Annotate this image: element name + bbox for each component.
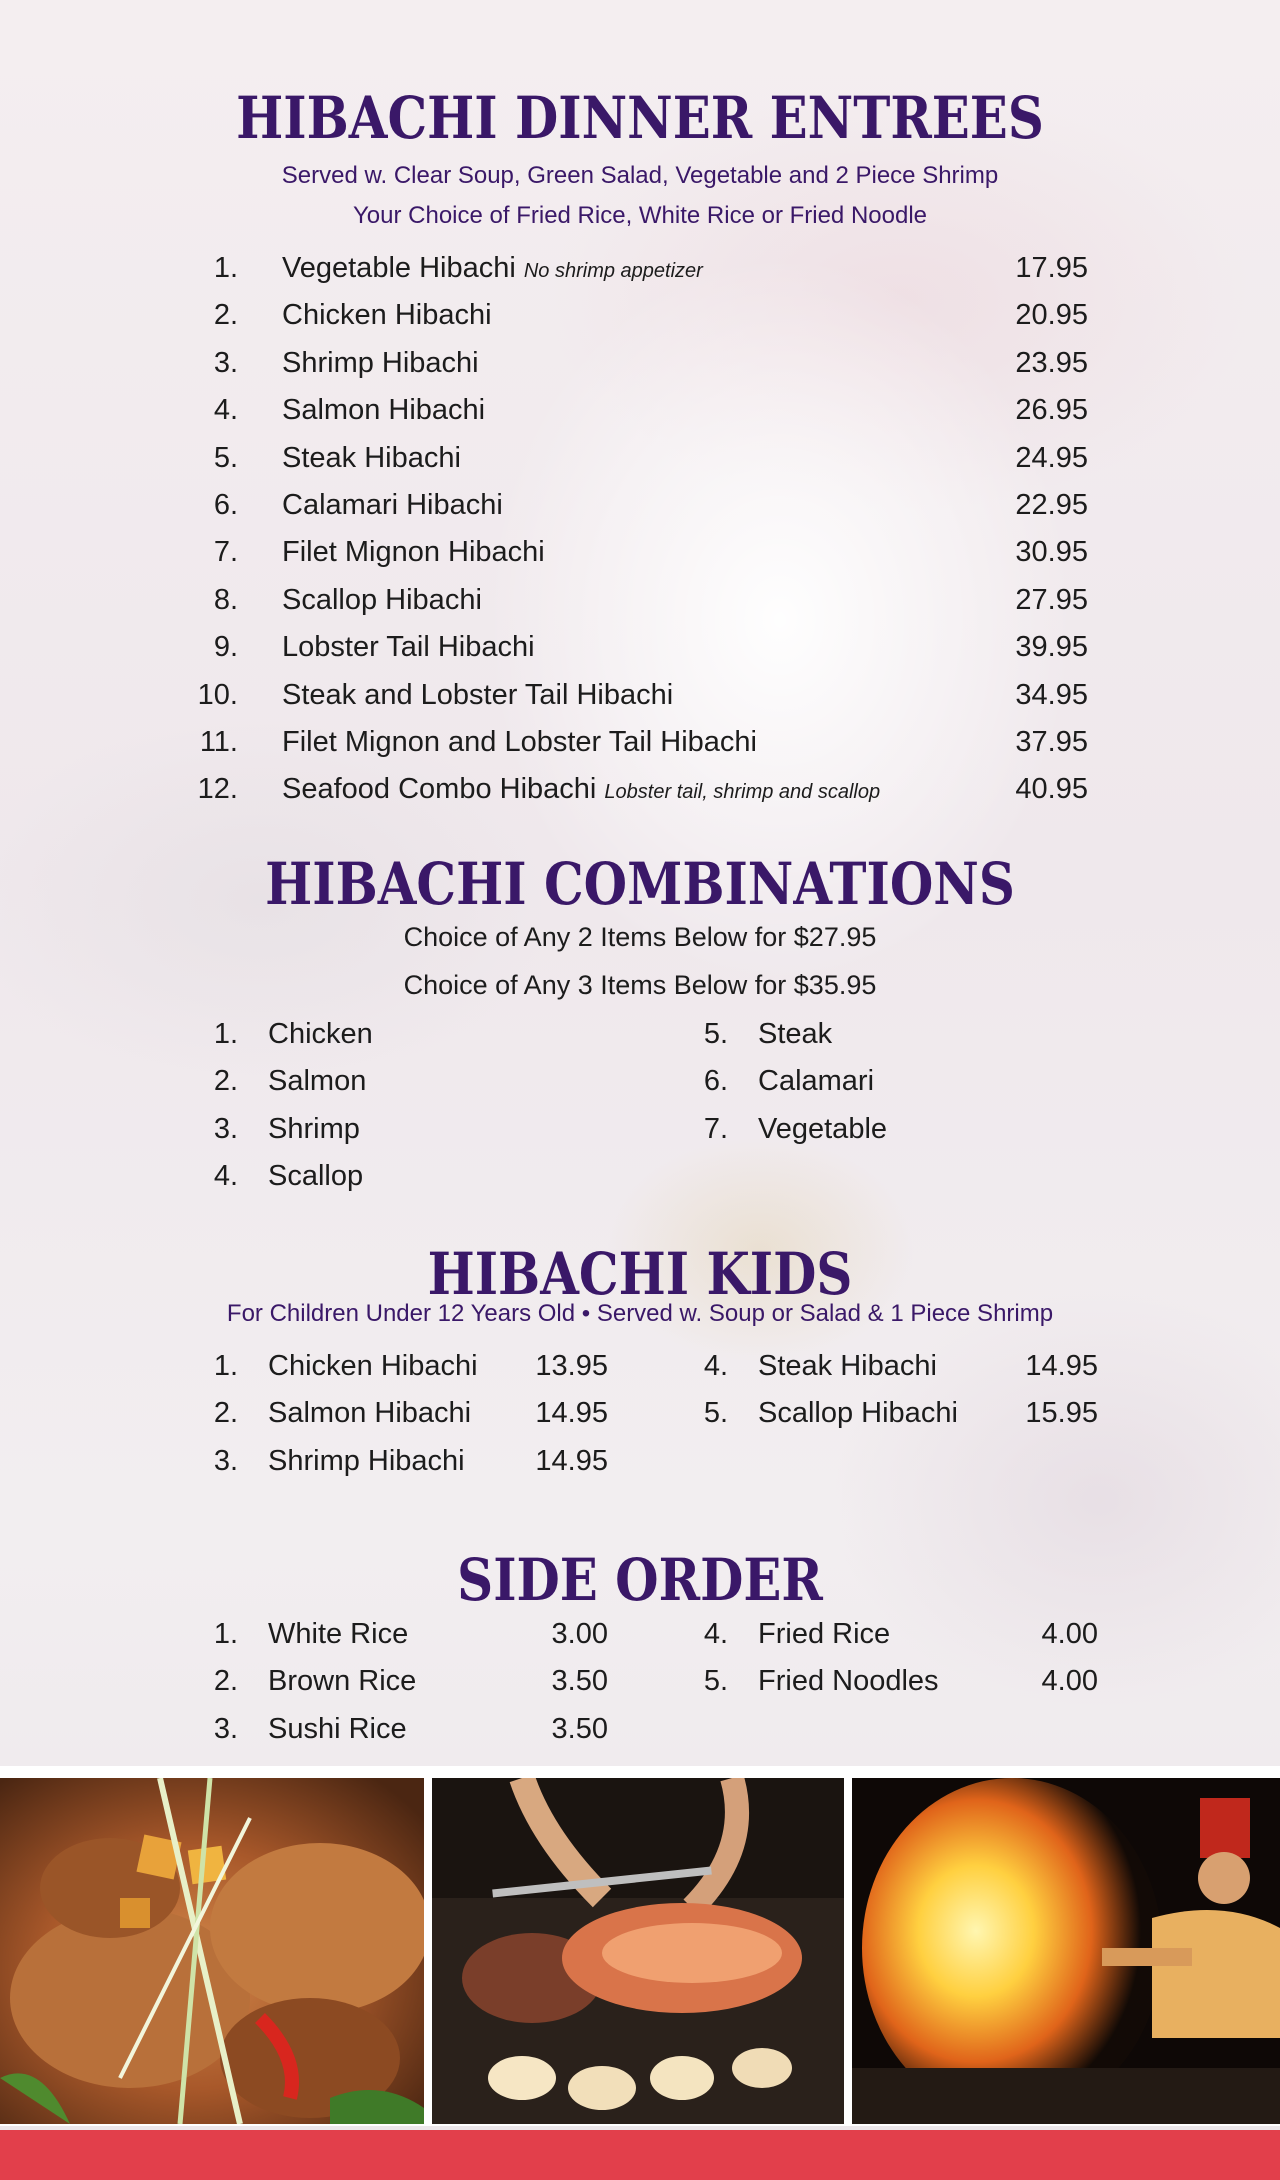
item-name	[282, 769, 880, 812]
item-name-text: Calamari Hibachi	[282, 489, 503, 521]
entree-item	[178, 675, 1098, 715]
item-price: 20.95	[1015, 299, 1088, 332]
entree-item	[178, 485, 1098, 525]
kids-item	[668, 1393, 1098, 1433]
item-name-text: Seafood Combo Hibachi	[282, 773, 597, 806]
item-price: 39.95	[1015, 631, 1088, 664]
item-number: 2.	[213, 299, 238, 332]
combination-item	[668, 1014, 1068, 1054]
item-name-text: Vegetable Hibachi	[282, 252, 516, 284]
lobster-tail-and-scallops-on-grill-photo	[432, 1778, 844, 2124]
side-item	[178, 1614, 608, 1654]
side-item	[668, 1614, 1098, 1654]
item-number: 7.	[213, 536, 238, 569]
item-name-text: Steak Hibachi	[282, 441, 461, 474]
item-name: Brown Rice	[268, 1665, 417, 1698]
item-name: Salmon	[268, 1065, 367, 1098]
item-number: 5.	[213, 441, 238, 474]
item-name: Chicken Hibachi	[268, 1350, 478, 1382]
item-number: 3.	[213, 1112, 238, 1145]
item-price: 14.95	[1025, 1350, 1098, 1382]
item-name: Sushi Rice	[268, 1712, 407, 1745]
item-name: Shrimp Hibachi	[268, 1444, 465, 1477]
item-name	[282, 485, 503, 525]
item-name	[282, 390, 485, 430]
combination-item	[668, 1109, 1068, 1149]
entree-item	[178, 627, 1098, 667]
kids-item	[178, 1346, 608, 1386]
item-name: Fried Rice	[758, 1618, 891, 1650]
item-price: 30.95	[1015, 536, 1088, 569]
item-name-text: Salmon Hibachi	[282, 394, 486, 427]
combination-item	[178, 1014, 578, 1054]
entree-item	[178, 343, 1098, 383]
item-price: 17.95	[1015, 252, 1088, 284]
item-name	[282, 580, 482, 620]
item-price: 40.95	[1015, 773, 1088, 806]
sides-title: SIDE ORDER	[457, 1546, 823, 1614]
item-number: 9.	[213, 631, 238, 664]
item-price: 27.95	[1015, 583, 1088, 616]
item-number: 12.	[197, 773, 238, 806]
bottom-accent-bar	[0, 2130, 1280, 2180]
item-name	[282, 248, 703, 291]
grilled-chicken-dish-photo	[0, 1778, 424, 2124]
item-number: 5.	[703, 1665, 728, 1698]
item-name-text: Chicken Hibachi	[282, 299, 492, 332]
item-name	[282, 675, 673, 715]
item-name: Chicken	[268, 1018, 373, 1050]
item-number: 7.	[703, 1112, 728, 1145]
entree-item	[178, 722, 1098, 762]
item-price: 4.00	[1041, 1618, 1098, 1650]
item-name	[282, 627, 535, 667]
item-number: 3.	[213, 1444, 238, 1477]
entree-item	[178, 769, 1098, 809]
item-price: 4.00	[1041, 1665, 1098, 1698]
item-number: 4.	[703, 1618, 728, 1650]
entree-item	[178, 438, 1098, 478]
item-number: 4.	[703, 1350, 728, 1382]
item-number: 3.	[213, 346, 238, 379]
kids-title: HIBACHI KIDS	[427, 1240, 853, 1308]
item-number: 11.	[199, 726, 238, 758]
item-name-text: Lobster Tail Hibachi	[282, 631, 535, 664]
combination-item	[178, 1109, 578, 1149]
item-price: 3.50	[551, 1665, 608, 1698]
item-number: 6.	[703, 1065, 728, 1098]
item-price: 37.95	[1015, 726, 1088, 758]
item-name: Vegetable	[758, 1112, 888, 1145]
side-item	[178, 1661, 608, 1701]
item-number: 3.	[213, 1712, 238, 1745]
item-price: 15.95	[1025, 1397, 1098, 1430]
combination-item	[178, 1156, 578, 1196]
entree-item	[178, 248, 1098, 288]
kids-item	[668, 1346, 1098, 1386]
item-price: 26.95	[1015, 394, 1088, 427]
item-name	[282, 532, 545, 572]
item-price: 13.95	[535, 1350, 608, 1382]
item-name: Scallop	[268, 1160, 364, 1193]
item-number: 4.	[213, 394, 238, 427]
item-name-text: Steak and Lobster Tail Hibachi	[282, 678, 674, 711]
item-name	[282, 295, 492, 335]
item-number: 5.	[703, 1018, 728, 1050]
entree-item	[178, 295, 1098, 335]
kids-item	[178, 1393, 608, 1433]
item-name	[282, 343, 479, 383]
entree-item	[178, 390, 1098, 430]
combination-item	[178, 1061, 578, 1101]
photo-strip	[0, 1766, 1280, 2126]
item-number: 1.	[213, 252, 238, 284]
item-price: 14.95	[535, 1397, 608, 1430]
item-number: 5.	[703, 1397, 728, 1430]
item-name	[282, 722, 757, 762]
combination-item	[668, 1061, 1068, 1101]
item-number: 1.	[213, 1618, 238, 1650]
side-item	[668, 1661, 1098, 1701]
entree-item	[178, 532, 1098, 572]
item-price: 24.95	[1015, 441, 1088, 474]
item-name-text: Filet Mignon Hibachi	[282, 536, 545, 569]
item-note: No shrimp appetizer	[523, 260, 703, 282]
item-price: 23.95	[1015, 346, 1088, 379]
entrees-subtitle-2: Your Choice of Fried Rice, White Rice or Fried Noodle	[352, 202, 928, 229]
item-name: Shrimp	[268, 1112, 360, 1145]
item-price: 22.95	[1015, 489, 1088, 521]
item-number: 1.	[213, 1350, 238, 1382]
item-name: Steak	[758, 1018, 833, 1050]
item-name: Fried Noodles	[758, 1665, 939, 1698]
item-price: 3.00	[551, 1618, 608, 1650]
item-name: Salmon Hibachi	[268, 1397, 472, 1430]
item-name: White Rice	[268, 1618, 409, 1650]
item-note: Lobster tail, shrimp and scallop	[604, 781, 881, 804]
item-name-text: Filet Mignon and Lobster Tail Hibachi	[282, 726, 758, 758]
item-number: 2.	[213, 1397, 238, 1430]
item-number: 2.	[213, 1665, 238, 1698]
kids-subtitle: For Children Under 12 Years Old • Served w. Soup or Salad & 1 Piece Shrimp	[226, 1300, 1054, 1327]
kids-item	[178, 1441, 608, 1481]
item-number: 6.	[213, 489, 238, 521]
item-price: 3.50	[551, 1712, 608, 1745]
item-number: 2.	[213, 1065, 238, 1098]
item-price: 14.95	[535, 1444, 608, 1477]
item-number: 4.	[213, 1160, 238, 1193]
combinations-line-2: Choice of Any 3 Items Below for $35.95	[403, 970, 877, 1000]
entrees-subtitle-1: Served w. Clear Soup, Green Salad, Vegetable and 2 Piece Shrimp	[281, 162, 999, 189]
item-name: Scallop Hibachi	[758, 1397, 958, 1430]
side-item	[178, 1709, 608, 1749]
item-name-text: Scallop Hibachi	[282, 583, 482, 616]
item-number: 10.	[197, 678, 238, 711]
item-name	[282, 438, 461, 478]
item-price: 34.95	[1015, 678, 1088, 711]
item-number: 8.	[213, 583, 238, 616]
combinations-title: HIBACHI COMBINATIONS	[265, 850, 1015, 918]
entree-item	[178, 580, 1098, 620]
item-name: Steak Hibachi	[758, 1350, 937, 1382]
item-name-text: Shrimp Hibachi	[282, 346, 479, 379]
item-number: 1.	[213, 1018, 238, 1050]
entrees-title: HIBACHI DINNER ENTREES	[236, 84, 1044, 152]
item-name: Calamari	[758, 1065, 875, 1098]
combinations-line-1: Choice of Any 2 Items Below for $27.95	[403, 922, 877, 952]
hibachi-chef-flame-photo	[852, 1778, 1280, 2124]
